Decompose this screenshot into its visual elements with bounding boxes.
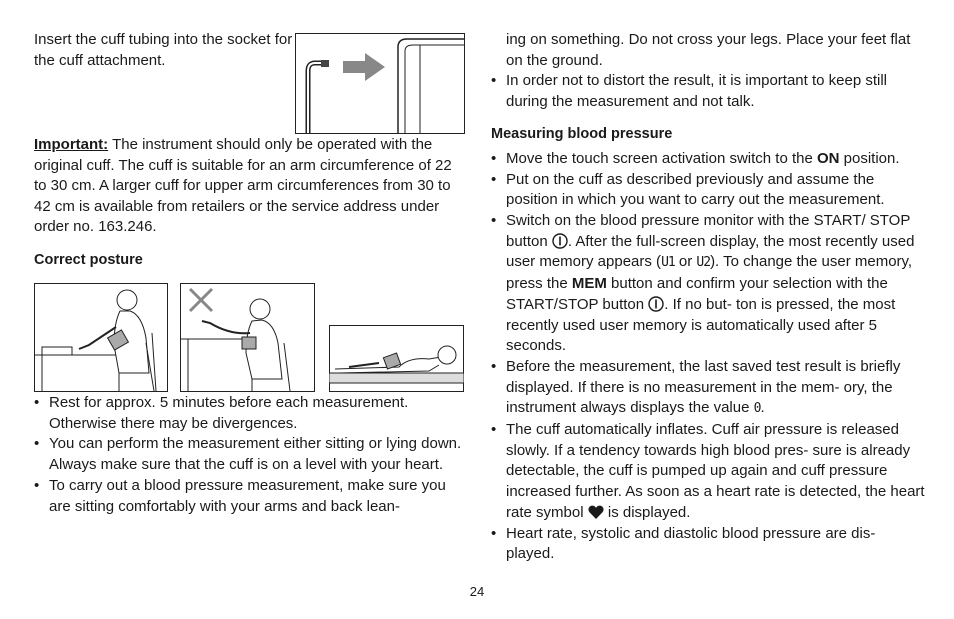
important-label: Important: (34, 136, 109, 153)
right-column (491, 30, 925, 565)
important-paragraph (34, 135, 466, 238)
list-text: The cuff automatically inflates. Cuff air pressure is released slowly. If a tendency towards high blood pres- sure is already detectable, the cuff is pumped up again and cuff pressure increased further. As soon as a heart rate is detected, the heart rate symbol (506, 421, 925, 521)
list-item: • Heart rate, systolic and diastolic blood pressure are dis- played. (491, 524, 925, 565)
list-text: position. (839, 149, 900, 167)
page-number: 24 (469, 584, 485, 599)
list-item (491, 149, 925, 170)
power-button-icon (552, 233, 568, 249)
important-text: The instrument should only be operated with the original cuff. The cuff is suitable for an arm circumference of 22 to 30 cm. A larger cuff for upper arm circumferences from 30 to 42 cm is available from retailers or the service address under order no. 163.246. (34, 136, 452, 235)
posture-list (34, 393, 466, 517)
posture-lying-illustration (329, 325, 464, 392)
list-item: • You can perform the measurement either sitting or lying down. Always make sure that the cuff is on a level with your heart. (34, 434, 466, 475)
list-text: Before the measurement, the last saved test result is briefly displayed. If there is no measurement in the mem- ory, the instrument always displays the value (506, 357, 901, 417)
cuff-socket-illustration (295, 33, 465, 134)
posture-sitting-correct-illustration (34, 283, 168, 392)
list-text: Move the touch screen activation switch to the (506, 149, 817, 167)
power-button-icon (648, 296, 664, 312)
list-text: is displayed. (603, 503, 691, 521)
list-text: . If no but- ton is pressed, the most recently used user memory is automatically used after 5 seconds. (506, 295, 896, 355)
posture-heading: Correct posture (34, 251, 143, 268)
list-item: • Rest for approx. 5 minutes before each measurement. Otherwise there may be divergences. (34, 393, 466, 434)
list-item (491, 357, 925, 420)
list-text: ). To change the user memory, press the (506, 253, 913, 293)
continuation-text: ing on something. Do not cross your legs. Place your feet flat on the ground. (506, 31, 911, 69)
stillness-list (491, 71, 925, 112)
list-text: Switch on the blood pressure monitor with the START/ STOP button (506, 212, 911, 250)
measuring-heading: Measuring blood pressure (491, 126, 673, 143)
heart-icon (588, 505, 604, 520)
posture-incorrect-illustration (180, 283, 315, 392)
list-text: button and confirm your selection with the START/STOP button (506, 275, 888, 313)
list-text: . After the full-screen display, the most recently used user memory appears ( (506, 232, 915, 271)
list-item: • Put on the cuff as described previously and assume the position in which you want to carry out the measurement. (491, 170, 925, 211)
list-text: . (760, 399, 765, 417)
mem-label: MEM (571, 275, 607, 293)
list-item: • In order not to distort the result, it is important to keep still during the measurement and not talk. (491, 71, 925, 112)
on-label: ON (817, 149, 840, 167)
list-item: • To carry out a blood pressure measurement, make sure you are sitting comfortably with your arms and back lean- (34, 476, 466, 517)
zero-display-symbol: 0 (753, 401, 761, 417)
user-memory-1-symbol: U1 (661, 255, 675, 271)
list-item (491, 420, 925, 524)
intro-text: Insert the cuff tubing into the socket for the cuff attachment. (34, 31, 293, 69)
user-memory-2-symbol: U2 (696, 255, 711, 271)
list-item (491, 211, 925, 357)
list-text: or (674, 253, 697, 271)
measuring-list (491, 149, 925, 565)
